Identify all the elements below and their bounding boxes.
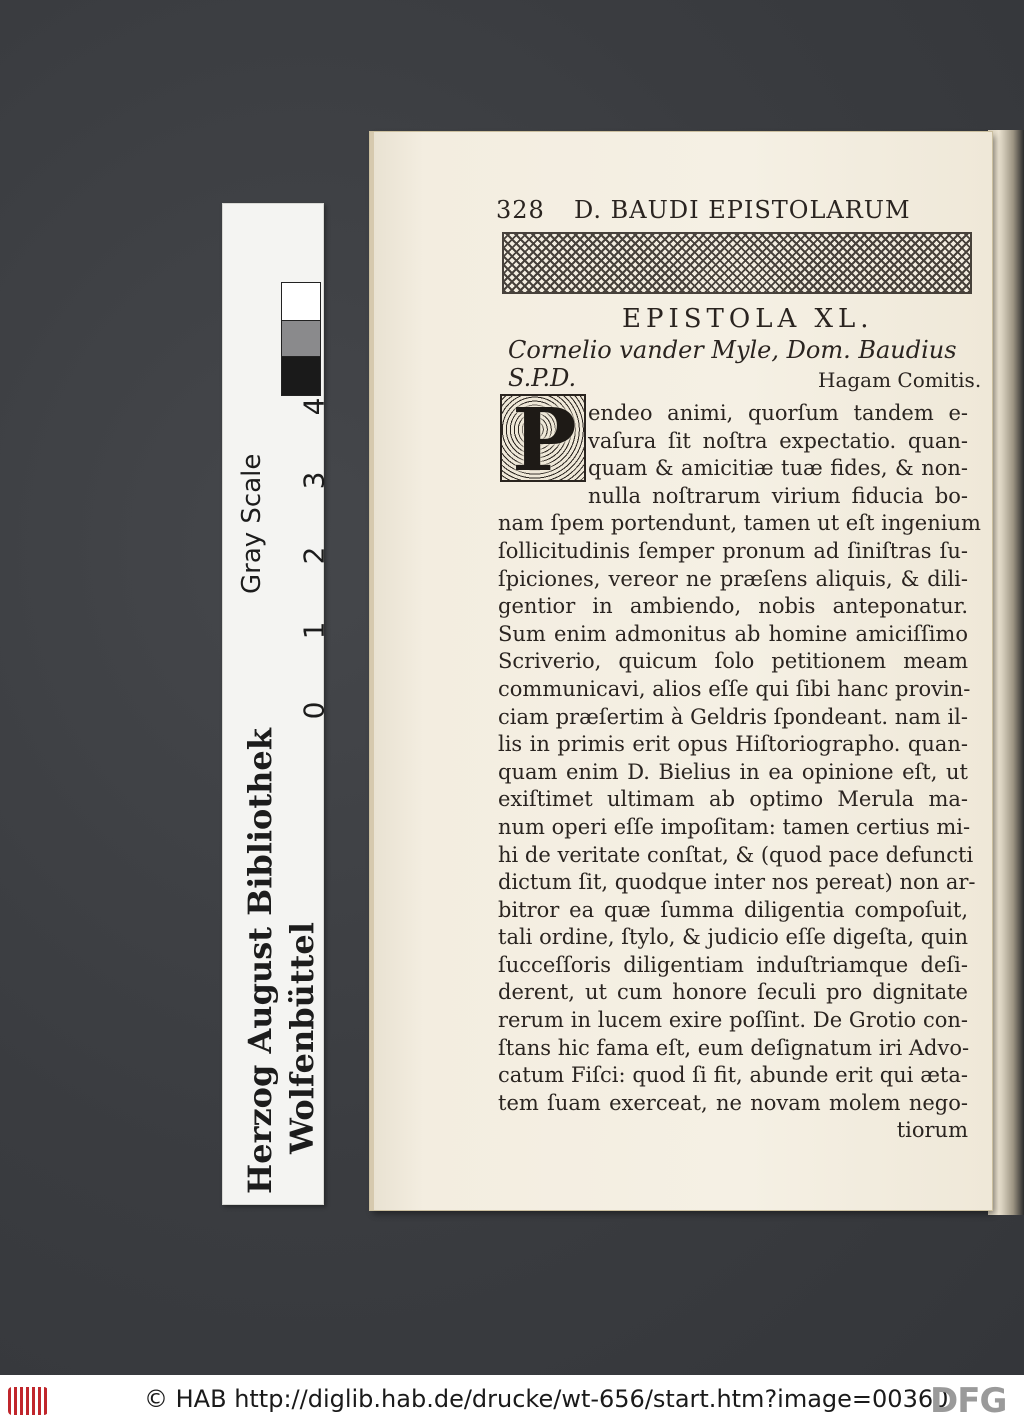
decorated-initial — [500, 390, 586, 491]
text-line: ciam præſertim à Geldris ſpondeant. nam il- — [498, 704, 968, 729]
hab-logo-icon — [8, 1387, 48, 1415]
initial-letter: P — [512, 390, 577, 491]
scale-number-4: 4 — [297, 397, 331, 416]
gray-swatch-mid — [281, 320, 321, 358]
text-line: endeo animi, quorſum tandem e- — [588, 401, 968, 425]
running-head — [496, 196, 966, 228]
library-name-line2: Wolfenbüttel — [283, 922, 321, 1154]
text-line: lis in primis erit opus Hiſtoriographo. quan- — [498, 732, 968, 757]
text-line: tali ordine, ſtylo, & judicio eſſe digeſta, quin — [498, 925, 968, 950]
text-line: quam & amicitiæ tuæ fides, & non- — [588, 456, 968, 481]
text-line: Scriverio, quicum ſolo petitionem meam — [498, 649, 968, 674]
letter-body — [498, 400, 981, 1145]
gray-swatch-black — [281, 356, 321, 396]
text-line: tem ſuam exerceat, ne novam molem nego- — [498, 1090, 968, 1115]
scale-number-3: 3 — [297, 471, 331, 490]
text-line: exiſtimet ultimam ab optimo Merula ma- — [498, 787, 968, 812]
dateline: Hagam Comitis. — [818, 368, 982, 392]
text-line: ſpiciones, vereor ne præſens aliquis, & dili- — [498, 566, 968, 591]
text-line: derent, ut cum honore ſeculi pro dignitate — [498, 980, 968, 1005]
library-name — [239, 728, 323, 1194]
text-line: catum Fiſci: quod ſi fit, abunde erit qui æta- — [498, 1063, 968, 1088]
text-line: Sum enim admonitus ab homine amiciſſimo — [498, 621, 968, 646]
page-number: 328 — [496, 196, 545, 224]
text-line: nam ſpem portendunt, tamen ut eſt ingenium — [498, 511, 981, 536]
salutation: Cornelio vander Myle, Dom. Baudius S.P.D. — [508, 336, 957, 392]
text-line: hi de veritate conſtat, & (quod pace defuncti — [498, 842, 974, 867]
footer-bar — [0, 1375, 1024, 1426]
woodcut-ornament-band — [502, 232, 972, 294]
footer-permalink[interactable]: © HAB http://diglib.hab.de/drucke/wt-656/start.htm?image=00360 — [144, 1385, 949, 1413]
catchword: tiorum — [896, 1118, 968, 1143]
text-line: gentior in ambiendo, nobis anteponatur. — [498, 594, 968, 619]
color-card-ruler — [222, 203, 331, 1205]
scale-number-1: 1 — [297, 621, 331, 640]
library-name-line1: Herzog August Bibliothek — [241, 728, 279, 1194]
facing-page-edge — [988, 130, 1024, 1215]
text-line: quam enim D. Bielius in ea opinione eſt, ut — [498, 759, 968, 784]
running-title: D. BAUDI EPISTOLARUM — [574, 196, 911, 224]
text-line: ſucceſſoris diligentiam induſtriamque deſi- — [498, 952, 968, 977]
letter-title: EPISTOLA XL. — [622, 304, 874, 334]
book-page — [370, 132, 992, 1210]
text-line: ſtans hic fama eſt, eum deſignatum iri Advo- — [498, 1035, 970, 1060]
text-line: ſollicitudinis ſemper pronum ad ſiniſtras ſu- — [498, 538, 968, 563]
text-line: num operi eſſe impoſitam: tamen certius mi- — [498, 814, 971, 839]
gray-swatch-white — [281, 282, 321, 322]
scale-number-0: 0 — [297, 701, 331, 720]
text-line: bitror ea quæ ſumma diligentia compoſuit, — [498, 897, 968, 922]
dfg-logo: DFG — [930, 1381, 1007, 1421]
text-line: vaſura ſit noſtra expectatio. quan- — [588, 428, 968, 453]
text-line: rerum in lucem exire poſſint. De Grotio con- — [498, 1008, 968, 1033]
scale-number-2: 2 — [297, 546, 331, 565]
text-line: communicavi, alios eſſe qui ſibi hanc provin- — [498, 676, 971, 701]
centimeter-scale — [241, 397, 331, 734]
text-line: nulla noſtrarum virium fiducia bo- — [588, 483, 968, 508]
gray-scale-label: Gray Scale — [237, 453, 267, 594]
text-line: dictum ſit, quodque inter nos pereat) non ar- — [498, 870, 976, 895]
